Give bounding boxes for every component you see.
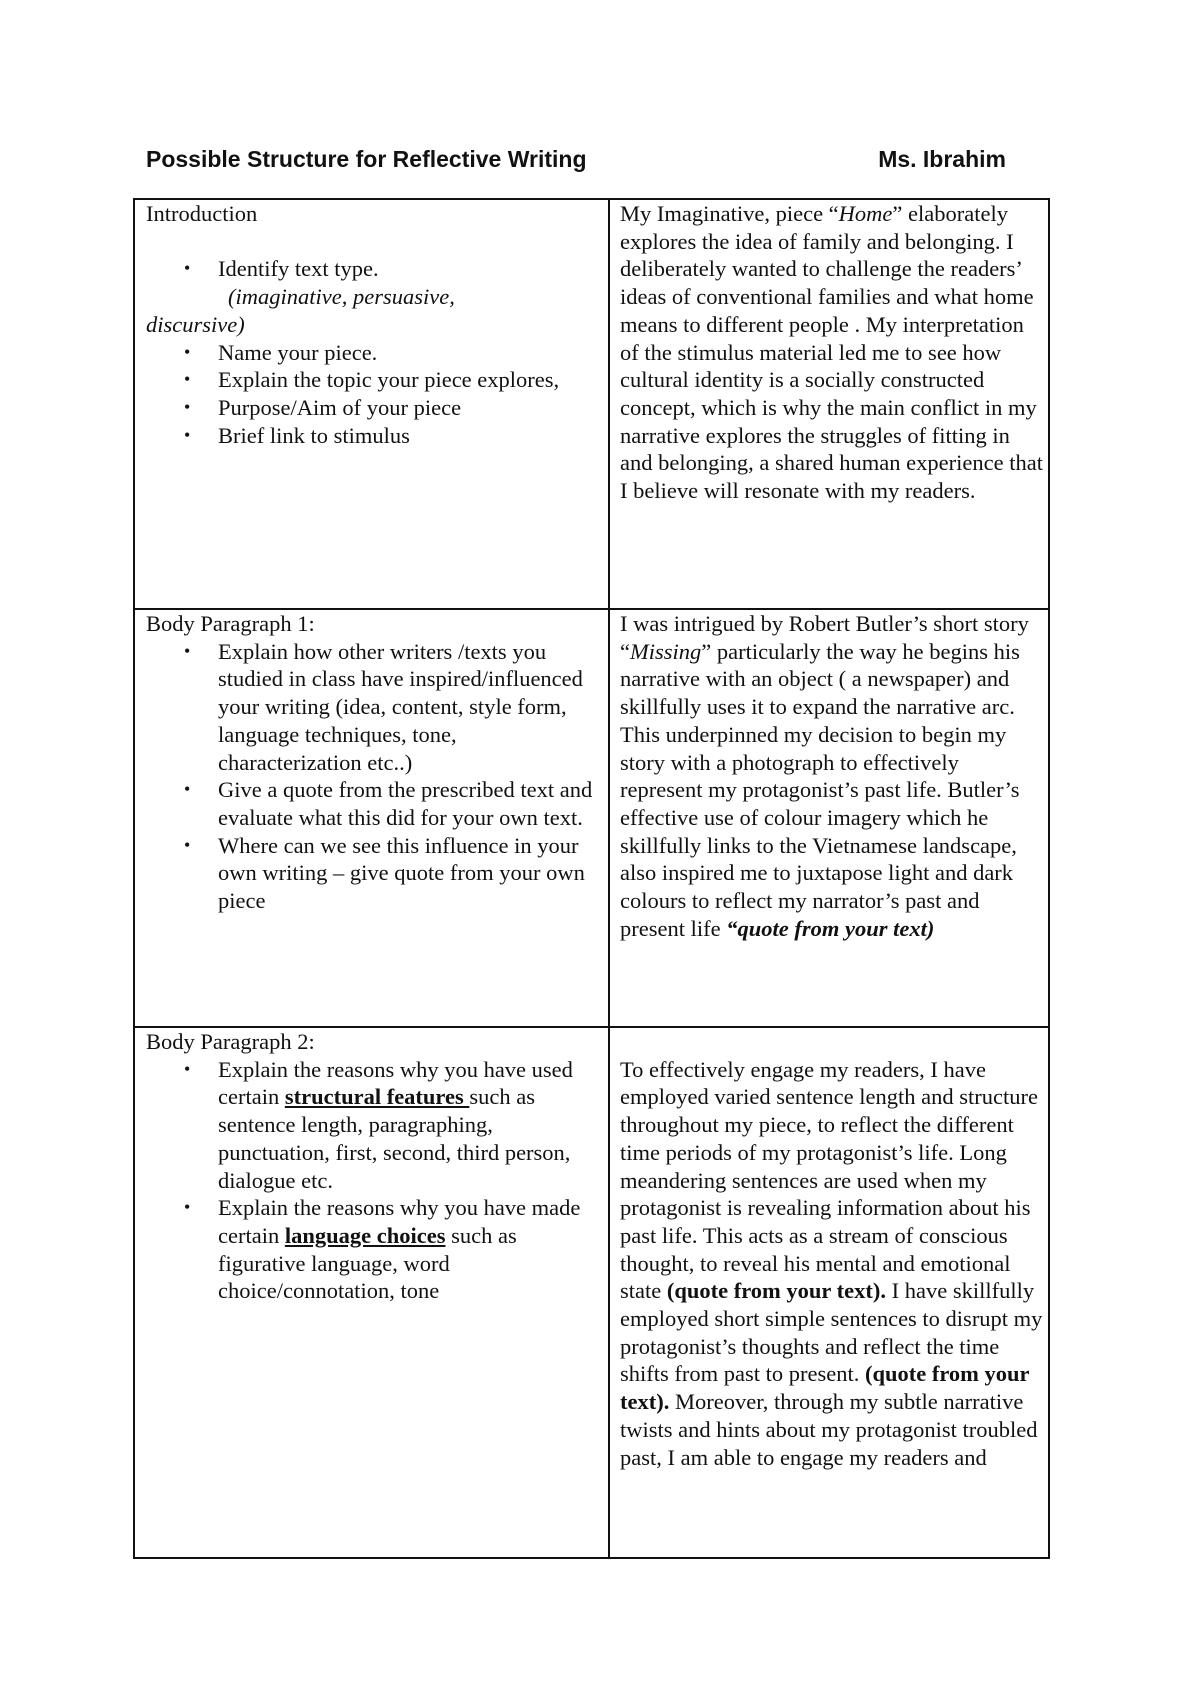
structural-features-term: structural features	[284, 1084, 470, 1110]
list-item: • Brief link to stimulus	[184, 422, 410, 448]
body-paragraph-1-example-cell	[609, 609, 1049, 1027]
document-title: Possible Structure for Reflective Writing	[146, 146, 587, 172]
body-paragraph-1-bullet-list	[146, 638, 602, 915]
body-paragraph-1-heading: Body Paragraph 1:	[146, 611, 315, 636]
piece-title: Home	[838, 201, 893, 226]
introduction-heading: Introduction	[146, 201, 258, 226]
body-paragraph-2-example-cell	[609, 1027, 1049, 1558]
list-item: • Where can we see this influence in your own writing – give quote from your own piece	[184, 832, 585, 914]
author-name: Ms. Ibrahim	[878, 146, 1006, 172]
page-header	[146, 146, 1006, 186]
bullet-icon: •	[184, 396, 191, 417]
list-item: • Explain how other writers /texts you studied in class have inspired/influenced your writing (idea, content, style form, language techniques, tone, characterization etc..)	[184, 638, 583, 775]
list-item: • Give a quote from the prescribed text and evaluate what this did for your own text.	[184, 777, 593, 830]
body-paragraph-2-example-paragraph: To effectively engage my readers, I have employed varied sentence length and structure throughout my piece, to reflect the different time periods of my protagonist’s life. Long meandering sentences are used when my protagonist is revealing information about his past life. This acts as a stream of conscious thought, to reveal his mental and emotional state (quote from your text). I have skillfully employed short simple sentences to disrupt my protagonist’s thoughts and reflect the time shifts from past to present. (quote from your text). Moreover, through my subtle narrative twists and hints about my protagonist troubled past, I am able to engage my readers and	[620, 1056, 1043, 1470]
quote-placeholder: “quote from your text)	[726, 915, 935, 941]
list-item: • Explain the reasons why you have used certain structural features such as sentence length, paragraphing, punctuation, first, second, third person, dialogue etc.	[184, 1056, 573, 1193]
introduction-example-paragraph: My Imaginative, piece “Home” elaborately explores the idea of family and belonging. I deliberately wanted to challenge the readers’ ideas of conventional families and what home means to different people . My interpretation of the stimulus material led me to see how cultural identity is a socially constructed concept, which is why the main conflict in my narrative explores the struggles of fitting in and belonging, a shared human experience that I believe will resonate with my readers.	[620, 201, 1043, 504]
bullet-icon: •	[184, 1058, 191, 1079]
table-row-body-paragraph-1	[134, 609, 1049, 1027]
bullet-icon: •	[184, 369, 191, 390]
list-item: • Identify text type.	[184, 256, 379, 282]
body-paragraph-1-guidelines-cell	[134, 609, 609, 1027]
body-paragraph-2-guidelines-cell	[134, 1027, 609, 1558]
bullet-icon: •	[184, 258, 191, 279]
introduction-example-cell	[609, 199, 1049, 609]
body-paragraph-2-bullet-list	[146, 1056, 602, 1305]
bullet-icon: •	[184, 779, 191, 800]
body-paragraph-2-heading: Body Paragraph 2:	[146, 1029, 315, 1054]
table-row-body-paragraph-2	[134, 1027, 1049, 1558]
table-row-introduction	[134, 199, 1049, 609]
list-item: • Explain the topic your piece explores,	[184, 367, 560, 393]
bullet-icon: •	[184, 1197, 191, 1218]
body-paragraph-1-example-paragraph: I was intrigued by Robert Butler’s short story “Missing” particularly the way he begins his narrative with an object ( a newspaper) and skillfully uses it to expand the narrative arc. This underpinned my decision to begin my story with a photograph to effectively represent my protagonist’s past life. Butler’s effective use of colour imagery which he skillfully links to the Vietnamese landscape, also inspired me to juxtapose light and dark colours to reflect my narrator’s past and present life “quote from your text)	[620, 611, 1029, 941]
text-types-note: (imaginative, persuasive, discursive)	[146, 284, 455, 337]
bullet-icon: •	[184, 834, 191, 855]
language-choices-term: language choices	[284, 1222, 446, 1248]
list-item: • Explain the reasons why you have made certain language choices such as figurative language, word choice/connotation, tone	[184, 1195, 581, 1304]
list-item: • Purpose/Aim of your piece	[184, 394, 462, 420]
story-title: Missing	[630, 638, 702, 664]
bullet-icon: •	[184, 341, 191, 362]
quote-placeholder: (quote from your text).	[620, 1361, 1030, 1415]
structure-table	[133, 198, 1050, 1559]
bullet-icon: •	[184, 640, 191, 661]
list-item: • Name your piece.	[184, 339, 378, 365]
introduction-guidelines-cell	[134, 199, 609, 609]
quote-placeholder: (quote from your text).	[666, 1278, 886, 1304]
introduction-bullet-list	[146, 255, 602, 283]
bullet-icon: •	[184, 424, 191, 445]
